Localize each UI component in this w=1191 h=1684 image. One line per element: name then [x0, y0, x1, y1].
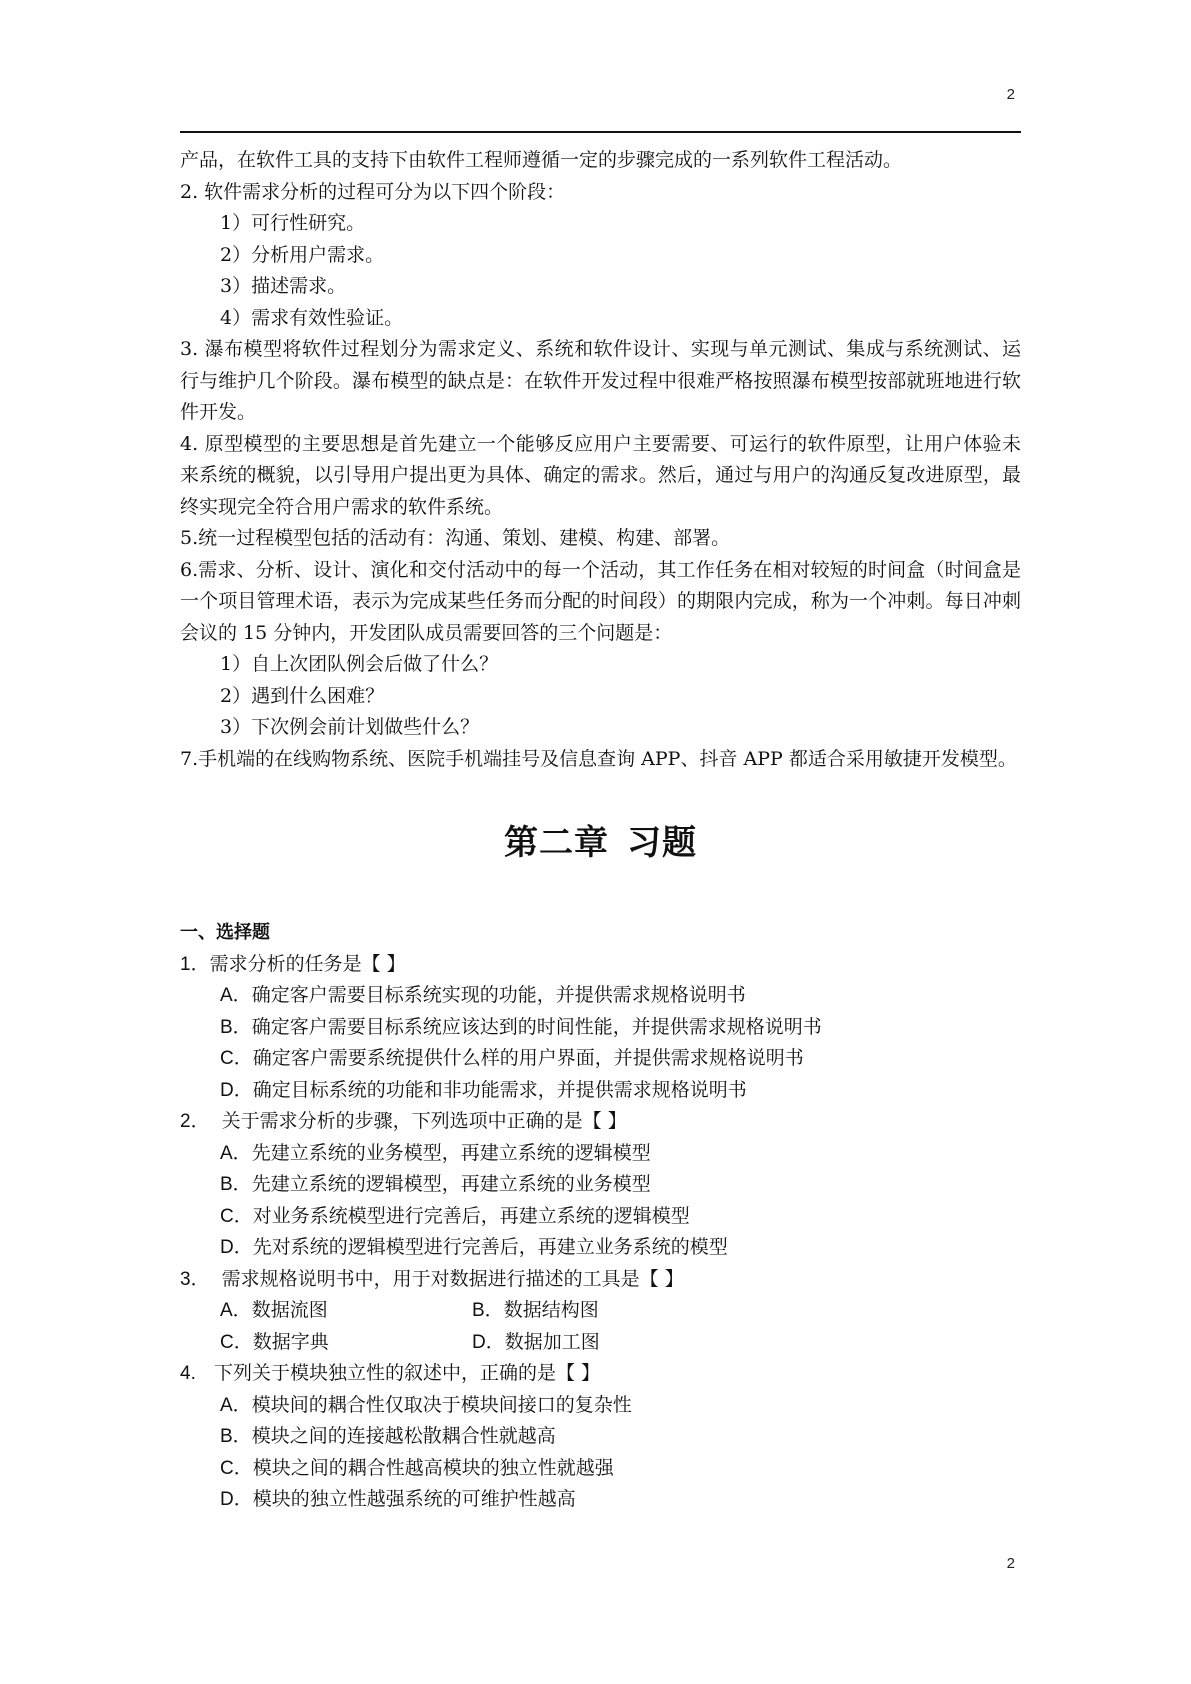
- option: [472, 1295, 724, 1327]
- option: [180, 1012, 1021, 1044]
- answer-6-question: 3）下次例会前计划做些什么？: [220, 716, 480, 738]
- question-number: 1．: [180, 953, 210, 975]
- section-title: 一、选择题: [180, 922, 270, 943]
- option: [180, 1453, 1021, 1485]
- option-text: 确定客户需要目标系统应该达到的时间性能，并提供需求规格说明书: [251, 1015, 822, 1038]
- option-letter: C．: [220, 1331, 253, 1353]
- option-text: 对业务系统模型进行完善后，再建立系统的逻辑模型: [252, 1204, 690, 1227]
- option-letter: B．: [472, 1300, 504, 1321]
- option-letter: A．: [220, 985, 252, 1006]
- option-row: [180, 1327, 1021, 1359]
- option-text: 数据加工图: [504, 1330, 600, 1353]
- option-text: 确定客户需要目标系统实现的功能，并提供需求规格说明书: [251, 984, 746, 1006]
- question: [180, 1264, 1021, 1296]
- option: [180, 1138, 1021, 1170]
- question-text: 关于需求分析的步骤，下列选项中正确的是【 】: [221, 1110, 627, 1132]
- option-letter: A．: [220, 1394, 252, 1416]
- option: [180, 1043, 1021, 1075]
- answer-continuation: 产品，在软件工具的支持下由软件工程师遵循一定的步骤完成的一系列软件工程活动。: [180, 149, 903, 171]
- option-letter: A．: [220, 1300, 252, 1321]
- option-text: 数据流图: [251, 1299, 328, 1321]
- answer-4: 4. 原型模型的主要思想是首先建立一个能够反应用户主要需要、可运行的软件原型，让用户体验未来系统的概貌，以引导用户提出更为具体、确定的需求。然后，通过与用户的沟通反复改进原型，最终实现完全符合用户需求的软件系统。: [180, 432, 1021, 518]
- option-letter: C．: [220, 1205, 253, 1227]
- question-text: 需求分析的任务是【 】: [209, 952, 406, 975]
- option-letter: D．: [220, 1237, 253, 1258]
- answer-2-step: 3）描述需求。: [220, 275, 347, 297]
- option-text: 模块之间的耦合性越高模块的独立性就越强: [252, 1456, 614, 1479]
- option-text: 模块之间的连接越松散耦合性就越高: [251, 1425, 556, 1447]
- option-row: [180, 1295, 1021, 1327]
- answer-2-step: 4）需求有效性验证。: [220, 306, 404, 329]
- option: [180, 1484, 1021, 1516]
- page-number-top: 2: [1006, 86, 1015, 103]
- option-text: 先建立系统的逻辑模型，再建立系统的业务模型: [251, 1173, 651, 1195]
- option-letter: B．: [220, 1174, 252, 1195]
- answer-2: 2. 软件需求分析的过程可分为以下四个阶段：: [180, 180, 566, 203]
- option-text: 先建立系统的业务模型，再建立系统的逻辑模型: [251, 1141, 651, 1164]
- question-text: 下列关于模块独立性的叙述中，正确的是【 】: [213, 1362, 601, 1384]
- chapter-title-number: 第二章: [504, 823, 609, 863]
- question-number: 2．: [180, 1111, 210, 1132]
- answer-6: 6.需求、分析、设计、演化和交付活动中的每一个活动，其工作任务在相对较短的时间盒（时间盒是一个项目管理术语，表示为完成某些任务而分配的时间段）的期限内完成，称为一个冲刺。每日冲刺会议的 15 分钟内，开发团队成员需要回答的三个问题是：: [180, 558, 1021, 644]
- answer-5: 5.统一过程模型包括的活动有：沟通、策划、建模、构建、部署。: [180, 527, 731, 549]
- question-number: 3．: [180, 1268, 210, 1290]
- option-letter: A．: [220, 1142, 252, 1164]
- option-text: 数据字典: [252, 1330, 329, 1353]
- question-number: 4.: [180, 1363, 196, 1384]
- header-rule: [180, 131, 1021, 133]
- option: [180, 1169, 1021, 1201]
- option-text: 确定目标系统的功能和非功能需求，并提供需求规格说明书: [252, 1078, 747, 1101]
- option: [180, 1390, 1021, 1422]
- option-letter: C．: [220, 1457, 253, 1479]
- option: [180, 1232, 1021, 1264]
- question: [180, 1106, 1021, 1138]
- answer-6-question: 1）自上次团队例会后做了什么？: [220, 653, 499, 675]
- page-number-bottom: 2: [1006, 1555, 1015, 1572]
- page-content: [180, 145, 1021, 1516]
- option: [220, 1327, 472, 1359]
- option-letter: D．: [472, 1331, 505, 1353]
- option: [180, 1421, 1021, 1453]
- answer-2-step: 2）分析用户需求。: [220, 243, 385, 266]
- option: [180, 1201, 1021, 1233]
- option-letter: D．: [220, 1489, 253, 1510]
- answer-2-step: 1）可行性研究。: [220, 212, 366, 234]
- option-text: 先对系统的逻辑模型进行完善后，再建立业务系统的模型: [252, 1236, 728, 1258]
- option-letter: C．: [220, 1048, 253, 1069]
- option: [180, 1075, 1021, 1107]
- option: [180, 980, 1021, 1012]
- option-letter: D．: [220, 1079, 253, 1101]
- answer-7: 7.手机端的在线购物系统、医院手机端挂号及信息查询 APP、抖音 APP 都适合采用敏捷开发模型。: [180, 747, 1017, 770]
- chapter-title: [180, 823, 1021, 863]
- question: [180, 1358, 1021, 1390]
- option-text: 确定客户需要系统提供什么样的用户界面，并提供需求规格说明书: [252, 1047, 804, 1069]
- answer-6-question: 2）遇到什么困难？: [220, 684, 385, 707]
- question: [180, 949, 1021, 981]
- option: [472, 1327, 724, 1359]
- option-text: 模块间的耦合性仅取决于模块间接口的复杂性: [251, 1393, 632, 1416]
- option-letter: B．: [220, 1426, 252, 1447]
- option-text: 模块的独立性越强系统的可维护性越高: [252, 1488, 576, 1510]
- chapter-title-name: 习题: [627, 823, 697, 863]
- option-text: 数据结构图: [503, 1299, 599, 1321]
- option-letter: B．: [220, 1016, 252, 1038]
- option: [220, 1295, 472, 1327]
- question-text: 需求规格说明书中，用于对数据进行描述的工具是【 】: [221, 1267, 684, 1290]
- answer-3: 3. 瀑布模型将软件过程划分为需求定义、系统和软件设计、实现与单元测试、集成与系统测试、运行与维护几个阶段。瀑布模型的缺点是：在软件开发过程中很难严格按照瀑布模型按部就班地进行软件开发。: [180, 338, 1021, 423]
